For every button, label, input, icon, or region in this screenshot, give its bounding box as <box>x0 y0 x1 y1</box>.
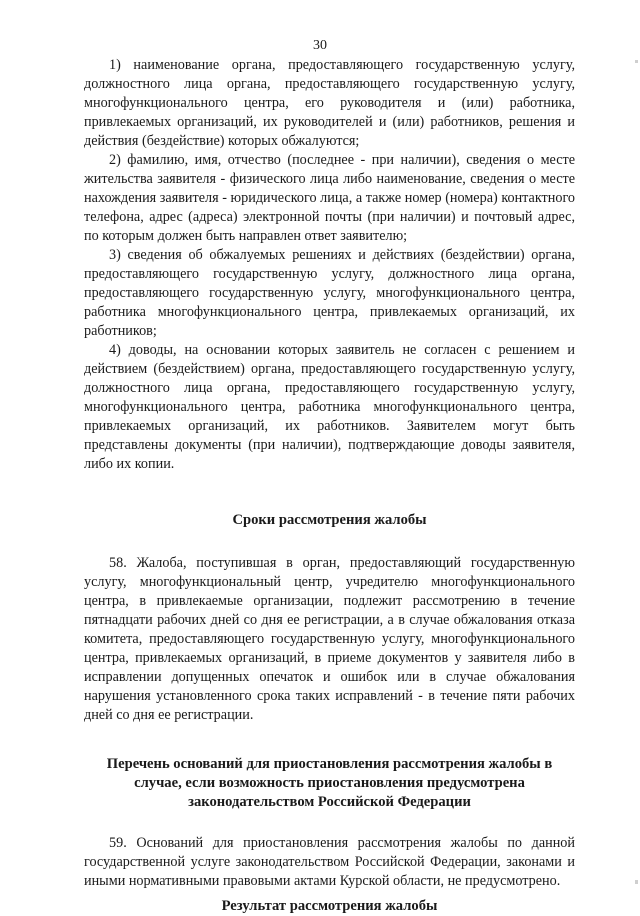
scan-speck <box>635 880 638 884</box>
section-heading-deadlines: Сроки рассмотрения жалобы <box>232 512 427 528</box>
list-item-2: 2) фамилию, имя, отчество (последнее - при наличии), сведения о месте жительства заявителя - физического лица либо наименование, сведения о месте нахождения заявителя - юридического лица, а также номер (номера) контактного телефона, адрес (адреса) электронной почты (при наличии) и почтовый адрес, по которым должен быть направлен ответ заявителю; <box>84 152 575 244</box>
section-heading-suspension: Перечень оснований для приостановления рассмотрения жалобы в случае, если возможность приостановления предусмотрена законодательством Российской Федерации <box>106 756 553 810</box>
list-item-1: 1) наименование органа, предоставляющего государственную услугу, должностного лица органа, предоставляющего государственную услугу, многофункционального центра, его руководителя и (или) работника, привлекаемых организаций, их руководителей и (или) работников, решения и действия (бездействие) которых обжалуются; <box>84 57 575 149</box>
scan-speck <box>635 60 638 63</box>
list-item-3: 3) сведения об обжалуемых решениях и действиях (бездействии) органа, предоставляющего государственную услугу, должностного лица органа, предоставляющего государственную услугу, многофункционального центра, работника многофункционального центра, привлекаемых организаций, их работников; <box>84 247 575 339</box>
document-body <box>84 56 575 916</box>
paragraph-59: 59. Оснований для приостановления рассмотрения жалобы по данной государственной услуге законодательством Российской Федерации, законами и иными нормативными правовыми актами Курской области, не предусмотрено. <box>84 835 575 889</box>
paragraph-58: 58. Жалоба, поступившая в орган, предоставляющий государственную услугу, многофункциональный центр, учредителю многофункционального центра, в привлекаемые организации, подлежит рассмотрению в течение пятнадцати рабочих дней со дня ее регистрации, а в случае обжалования отказа комитета, предоставляющего государственную услугу, многофункционального центра, привлекаемых организаций, в приеме документов у заявителя либо в исправлении допущенных опечаток и ошибок или в случае обжалования нарушения установленного срока таких исправлений - в течение пяти рабочих дней со дня ее регистрации. <box>84 555 575 723</box>
section-heading-result: Результат рассмотрения жалобы <box>221 898 438 914</box>
page-number: 30 <box>313 38 327 53</box>
list-item-4: 4) доводы, на основании которых заявитель не согласен с решением и действием (бездействием) органа, предоставляющего государственную услугу, должностного лица органа, предоставляющего государственную услугу, многофункционального центра, работника многофункционального центра, привлекаемых организаций, их работников. Заявителем могут быть представлены документы (при наличии), подтверждающие доводы заявителя, либо их копии. <box>84 342 575 472</box>
